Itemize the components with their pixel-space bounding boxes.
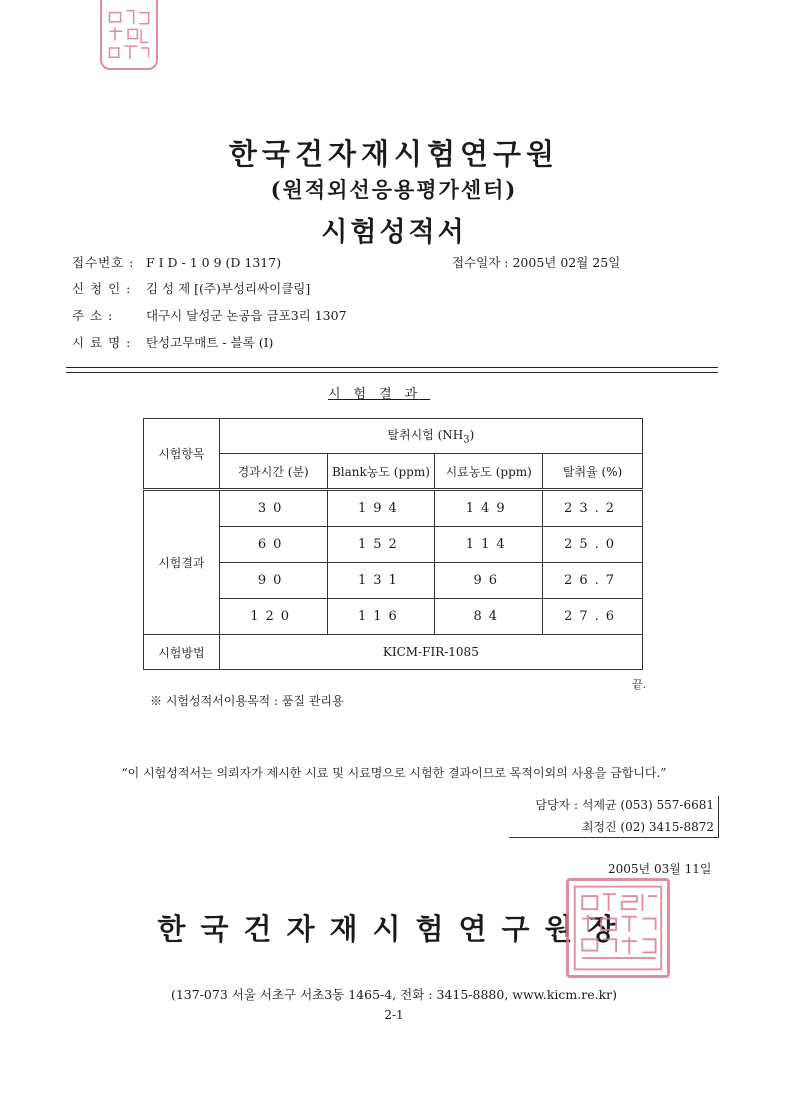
table-cell: 149	[435, 490, 543, 527]
receipt-date-value: 2005년 02월 25일	[512, 255, 621, 270]
divider-line-second	[66, 372, 718, 373]
test-item-header: 시험항목	[144, 419, 220, 490]
table-cell: 152	[327, 527, 435, 563]
signer-name: 한국건자재시험연구원장	[157, 912, 631, 946]
method-value: KICM-FIR-1085	[219, 635, 642, 670]
table-cell: 84	[435, 599, 543, 635]
table-cell: 90	[219, 563, 327, 599]
official-seal-top	[100, 0, 158, 70]
seal-top-image	[102, 0, 156, 68]
center-subtitle: (원적외선응용평가센터)	[270, 177, 518, 202]
table-cell: 116	[327, 599, 435, 635]
table-cell: 194	[327, 490, 435, 527]
receipt-number-row	[72, 253, 281, 271]
issue-date: 2005년 03월 11일	[608, 862, 712, 876]
address-value: 대구시 달성군 논공읍 금포3리 1307	[145, 308, 347, 323]
contact-line-2: 최정진 (02) 3415-8872	[581, 820, 714, 834]
table-cell: 27.6	[543, 599, 643, 635]
sample-value: 탄성고무매트 - 블록 (I)	[145, 335, 274, 350]
seal-bottom-image	[569, 881, 667, 975]
table-cell: 114	[435, 527, 543, 563]
table-cell: 120	[219, 599, 327, 635]
table-cell: 23.2	[543, 490, 643, 527]
divider-line	[66, 367, 718, 368]
receipt-date-label: 접수일자 :	[452, 255, 509, 270]
applicant-value: 김 성 제 [(주)부성리싸이클링]	[145, 281, 311, 296]
column-header: Blank농도 (ppm)	[327, 454, 435, 490]
test-name-header	[219, 419, 642, 454]
receipt-date-row	[452, 253, 620, 271]
results-table	[143, 418, 643, 670]
official-seal-bottom	[566, 878, 670, 978]
address-row	[72, 306, 347, 324]
table-cell: 60	[219, 527, 327, 563]
method-label: 시험방법	[144, 635, 220, 670]
column-header: 탈취율 (%)	[543, 454, 643, 490]
table-cell: 96	[435, 563, 543, 599]
sample-label: 시 료 명 :	[72, 335, 132, 350]
contact-box	[509, 796, 719, 838]
result-row-label: 시험결과	[144, 490, 220, 635]
receipt-number-value: F I D - 1 0 9 (D 1317)	[145, 255, 282, 270]
section-title: 시험결과	[328, 387, 431, 402]
usage-purpose: ※ 시험성적서이용목적 : 품질 관리용	[150, 694, 344, 708]
usage-notice: “이 시험성적서는 의뢰자가 제시한 시료 및 시료명으로 시험한 결과이므로 목적이외의 사용을 금합니다.”	[121, 766, 667, 780]
table-cell: 25.0	[543, 527, 643, 563]
test-name-text: 탈취시험 (NH	[387, 428, 464, 443]
page-number: 2-1	[384, 1008, 404, 1022]
column-header: 경과시간 (분)	[219, 454, 327, 490]
sample-row	[72, 333, 273, 351]
contact-line-1: 담당자 : 석제균 (053) 557-6681	[535, 798, 714, 812]
end-mark: 끝.	[632, 678, 647, 691]
test-name-subscript: 3	[463, 434, 470, 446]
footer-address: (137-073 서울 서초구 서초3동 1465-4, 전화 : 3415-8880, www.kicm.re.kr)	[170, 987, 618, 1002]
test-name-close: )	[469, 428, 475, 443]
receipt-number-label: 접수번호 :	[72, 255, 135, 270]
applicant-label: 신 청 인 :	[72, 281, 132, 296]
applicant-row	[72, 279, 310, 297]
column-header: 시료농도 (ppm)	[435, 454, 543, 490]
table-cell: 131	[327, 563, 435, 599]
table-cell: 30	[219, 490, 327, 527]
table-cell: 26.7	[543, 563, 643, 599]
address-label: 주 소 :	[72, 308, 114, 323]
organization-title: 한국건자재시험연구원	[228, 137, 560, 171]
document-title: 시험성적서	[321, 217, 467, 248]
